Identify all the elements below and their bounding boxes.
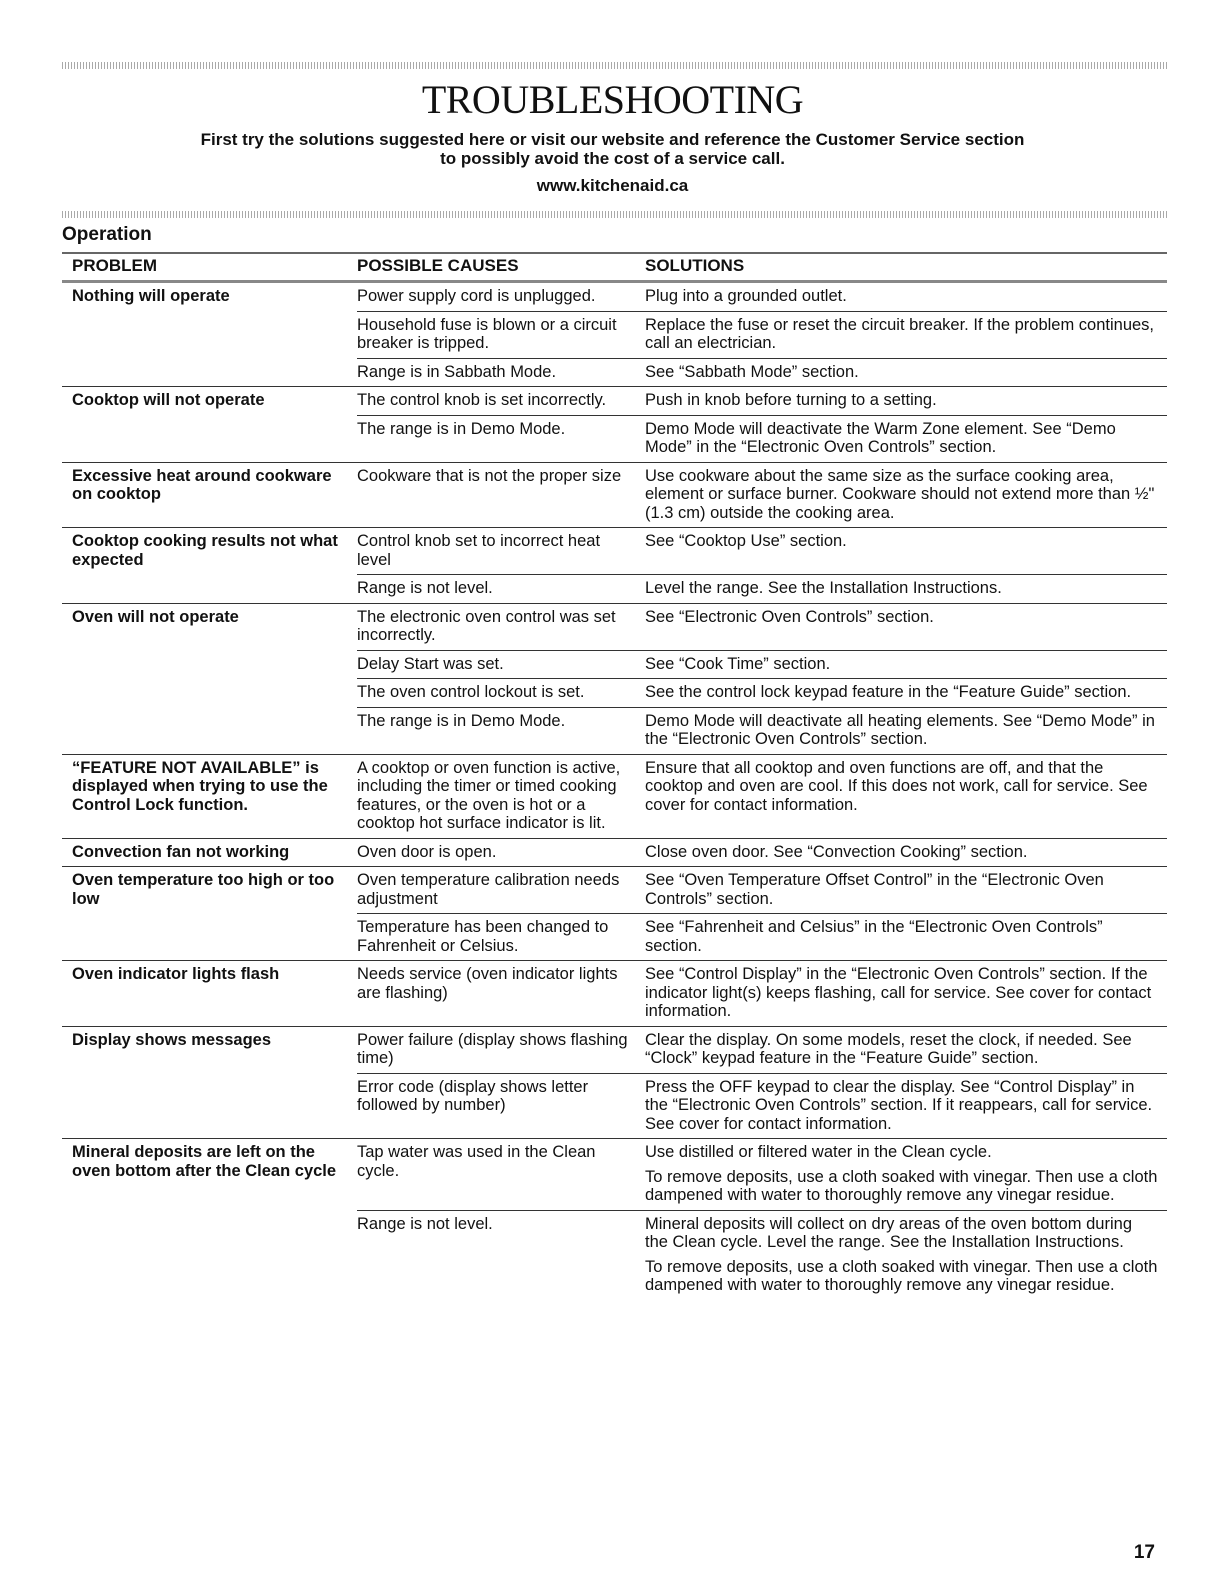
problem-cell: Oven indicator lights flash [62, 961, 357, 1027]
cause-cell: A cooktop or oven function is active, including the timer or timed cooking features, or the oven is hot or a cooktop hot surface indicator is lit. [357, 754, 645, 838]
problem-cell: Nothing will operate [62, 282, 357, 312]
solution-cell [645, 754, 1167, 838]
problem-cell: Mineral deposits are left on the oven bottom after the Clean cycle [62, 1139, 357, 1211]
problem-cell [62, 1210, 357, 1300]
cause-cell: Cookware that is not the proper size [357, 462, 645, 528]
solution-text: Clear the display. On some models, reset the clock, if needed. See “Clock” keypad feature in the “Feature Guide” section. [645, 1030, 1132, 1067]
cause-cell: Range is in Sabbath Mode. [357, 358, 645, 387]
table-row [62, 1026, 1167, 1073]
problem-cell: Cooktop cooking results not what expected [62, 528, 357, 575]
causes-column-header: POSSIBLE CAUSES [357, 253, 645, 282]
solution-text: See the control lock keypad feature in the “Feature Guide” section. [645, 683, 1132, 701]
cause-cell: The oven control lockout is set. [357, 679, 645, 708]
solution-text: Demo Mode will deactivate all heating elements. See “Demo Mode” in the “Electronic Oven Controls” section. [645, 711, 1155, 748]
table-row [62, 867, 1167, 914]
solution-cell [645, 650, 1167, 679]
cause-cell: Oven temperature calibration needs adjustment [357, 867, 645, 914]
page-number: 17 [1133, 1542, 1155, 1563]
cause-cell: The range is in Demo Mode. [357, 415, 645, 462]
table-row [62, 1073, 1167, 1139]
solution-text: Demo Mode will deactivate the Warm Zone element. See “Demo Mode” in the “Electronic Oven Controls” section. [645, 419, 1116, 456]
problem-cell: Convection fan not working [62, 838, 357, 867]
solution-cell [645, 603, 1167, 650]
cause-cell: Needs service (oven indicator lights are flashing) [357, 961, 645, 1027]
solution-text: Mineral deposits will collect on dry areas of the oven bottom during the Clean cycle. Level the range. See the Installation Instructions. [645, 1214, 1132, 1251]
solution-cell [645, 311, 1167, 358]
solution-text: See “Oven Temperature Offset Control” in the “Electronic Oven Controls” section. [645, 871, 1104, 908]
cause-cell: The electronic oven control was set incorrectly. [357, 603, 645, 650]
website-link[interactable]: www.kitchenaid.ca [536, 176, 689, 195]
table-row [62, 707, 1167, 754]
solution-text: Use cookware about the same size as the surface cooking area, element or surface burner. Cookware should not extend more than ½" (1.3 cm) outside the cooking area. [645, 466, 1155, 522]
solution-cell [645, 462, 1167, 528]
table-row [62, 603, 1167, 650]
solution-cell [645, 358, 1167, 387]
solution-text: Push in knob before turning to a setting. [645, 391, 937, 409]
solution-cell [645, 707, 1167, 754]
table-row [62, 754, 1167, 838]
problem-cell: Oven will not operate [62, 603, 357, 650]
problem-cell: “FEATURE NOT AVAILABLE” is displayed when trying to use the Control Lock function. [62, 754, 357, 838]
solution-cell [645, 528, 1167, 575]
section-heading: Operation [62, 224, 152, 245]
solution-text: See “Sabbath Mode” section. [645, 362, 859, 381]
problem-cell [62, 1073, 357, 1139]
problem-column-header: PROBLEM [62, 253, 357, 282]
table-header-row [62, 253, 1167, 282]
solution-cell [645, 282, 1167, 312]
table-row [62, 415, 1167, 462]
problem-cell [62, 914, 357, 961]
table-row [62, 650, 1167, 679]
solution-cell [645, 838, 1167, 867]
problem-cell [62, 650, 357, 679]
cause-cell: Control knob set to incorrect heat level [357, 528, 645, 575]
table-row [62, 358, 1167, 387]
solution-text: See “Cook Time” section. [645, 654, 831, 673]
cause-cell: The control knob is set incorrectly. [357, 387, 645, 416]
problem-cell [62, 575, 357, 604]
problem-cell: Oven temperature too high or too low [62, 867, 357, 914]
cause-cell: Household fuse is blown or a circuit breaker is tripped. [357, 311, 645, 358]
solutions-column-header: SOLUTIONS [645, 253, 1167, 282]
table-body [62, 282, 1167, 1300]
table-row [62, 528, 1167, 575]
problem-cell: Display shows messages [62, 1026, 357, 1073]
table-row [62, 838, 1167, 867]
table-row [62, 961, 1167, 1027]
problem-cell [62, 415, 357, 462]
solution-cell [645, 1139, 1167, 1211]
table-row [62, 1210, 1167, 1300]
solution-text: Level the range. See the Installation Instructions. [645, 579, 1002, 597]
cause-cell: Delay Start was set. [357, 650, 645, 679]
solution-text: Press the OFF keypad to clear the display. See “Control Display” in the “Electronic Oven Controls” section. If it reappears, call for service. See cover for contact information. [645, 1077, 1153, 1133]
problem-cell: Excessive heat around cookware on cooktop [62, 462, 357, 528]
intro-line-2: to possibly avoid the cost of a service call. [440, 149, 785, 168]
top-hatch-divider [62, 62, 1167, 69]
solution-text: To remove deposits, use a cloth soaked with vinegar. Then use a cloth dampened with water to thoroughly remove any vinegar residue. [645, 1167, 1158, 1204]
solution-text: See “Fahrenheit and Celsius” in the “Electronic Oven Controls” section. [645, 918, 1103, 955]
cause-cell: Power supply cord is unplugged. [357, 282, 645, 312]
troubleshooting-table [62, 252, 1167, 1300]
solution-text: See “Control Display” in the “Electronic Oven Controls” section. If the indicator light(s) keeps flashing, call for service. See cover for contact information. [645, 965, 1152, 1020]
solution-text: Ensure that all cooktop and oven functions are off, and that the cooktop and oven are cool. If this does not work, call for service. See cover for contact information. [645, 758, 1148, 814]
table-row [62, 914, 1167, 961]
intro-line-1: First try the solutions suggested here or visit our website and reference the Customer Service section [200, 130, 1025, 149]
table-row [62, 575, 1167, 604]
cause-cell: Temperature has been changed to Fahrenheit or Celsius. [357, 914, 645, 961]
solution-text: To remove deposits, use a cloth soaked with vinegar. Then use a cloth dampened with water to thoroughly remove any vinegar residue. [645, 1257, 1158, 1294]
solution-cell [645, 961, 1167, 1027]
table-row [62, 679, 1167, 708]
cause-cell: Power failure (display shows flashing time) [357, 1026, 645, 1073]
solution-text: Plug into a grounded outlet. [645, 287, 847, 305]
section-hatch-divider [62, 211, 1167, 218]
cause-cell: Tap water was used in the Clean cycle. [357, 1139, 645, 1211]
solution-text: Use distilled or filtered water in the Clean cycle. [645, 1143, 992, 1161]
solution-cell [645, 415, 1167, 462]
problem-cell [62, 679, 357, 708]
solution-text: Replace the fuse or reset the circuit breaker. If the problem continues, call an electrician. [645, 315, 1155, 352]
table-row [62, 311, 1167, 358]
solution-cell [645, 387, 1167, 416]
solution-cell [645, 914, 1167, 961]
problem-cell: Cooktop will not operate [62, 387, 357, 416]
solution-cell [645, 575, 1167, 604]
solution-cell [645, 867, 1167, 914]
solution-cell [645, 1026, 1167, 1073]
problem-cell [62, 311, 357, 358]
page-title: TROUBLESHOOTING [421, 77, 804, 122]
solution-cell [645, 1073, 1167, 1139]
solution-cell [645, 1210, 1167, 1300]
solution-text: See “Electronic Oven Controls” section. [645, 607, 934, 626]
problem-cell [62, 358, 357, 387]
cause-cell: Error code (display shows letter followed by number) [357, 1073, 645, 1139]
table-row [62, 282, 1167, 312]
table-row [62, 387, 1167, 416]
cause-cell: Range is not level. [357, 575, 645, 604]
cause-cell: The range is in Demo Mode. [357, 707, 645, 754]
solution-text: Close oven door. See “Convection Cooking” section. [645, 842, 1028, 861]
solution-text: See “Cooktop Use” section. [645, 532, 847, 550]
solution-cell [645, 679, 1167, 708]
table-row [62, 462, 1167, 528]
cause-cell: Oven door is open. [357, 838, 645, 867]
table-row [62, 1139, 1167, 1211]
cause-cell: Range is not level. [357, 1210, 645, 1300]
problem-cell [62, 707, 357, 754]
